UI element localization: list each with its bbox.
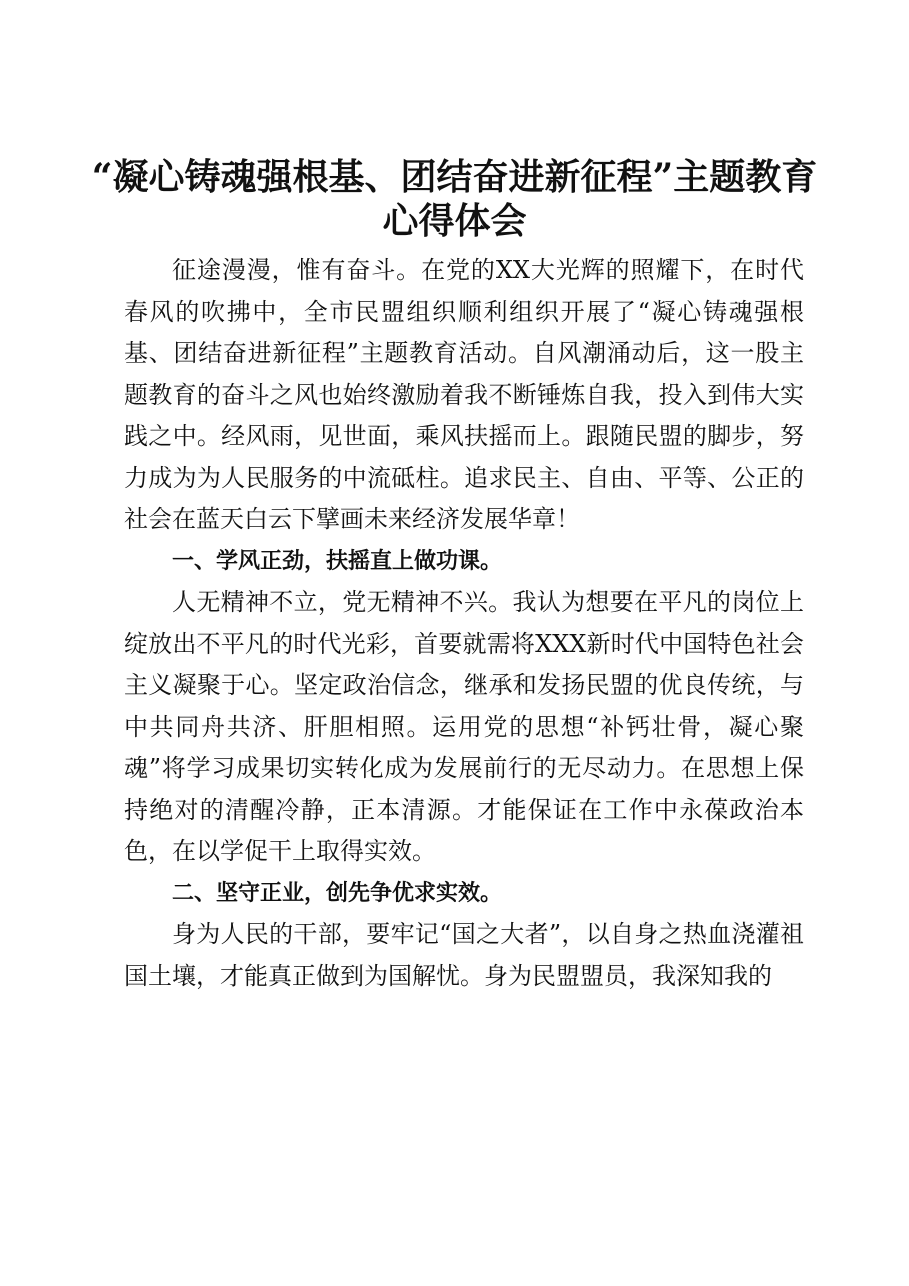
document-title-line-1: “凝心铸魂强根基、团结奋进新征程”主题教育 <box>91 156 818 198</box>
paragraph-section-2: 身为人民的干部，要牢记“国之大者”，以自身之热血浇灌祖国土壤，才能真正做到为国解忧。身为民盟盟员，我深知我的 <box>124 920 804 990</box>
document-body <box>124 250 804 997</box>
document-title-line-2: 心得体会 <box>382 200 527 242</box>
paragraph-intro: 征途漫漫，惟有奋斗。在党的XX大光辉的照耀下，在时代春风的吹拂中，全市民盟组织顺利组织开展了“凝心铸魂强根基、团结奋进新征程”主题教育活动。自风潮涌动后，这一股主题教育的奋斗之风也始终激励着我不断锤炼自我，投入到伟大实践之中。经风雨，见世面，乘风扶摇而上。跟随民盟的脚步，努力成为为人民服务的中流砥柱。追求民主、自由、平等、公正的社会在蓝天白云下擘画未来经济发展华章！ <box>124 256 804 533</box>
paragraph-section-1: 人无精神不立，党无精神不兴。我认为想要在平凡的岗位上绽放出不平凡的时代光彩，首要就需将XXX新时代中国特色社会主义凝聚于心。坚定政治信念，继承和发扬民盟的优良传统，与中共同舟共济、肝胆相照。运用党的思想“补钙壮骨，凝心聚魂”将学习成果切实转化成为发展前行的无尽动力。在思想上保持绝对的清醒冷静，正本清源。才能保证在工作中永葆政治本色，在以学促干上取得实效。 <box>124 588 804 865</box>
section-heading-2: 二、坚守正业，创先争优求实效。 <box>172 880 503 906</box>
section-heading-1: 一、学风正劲，扶摇直上做功课。 <box>172 548 503 574</box>
